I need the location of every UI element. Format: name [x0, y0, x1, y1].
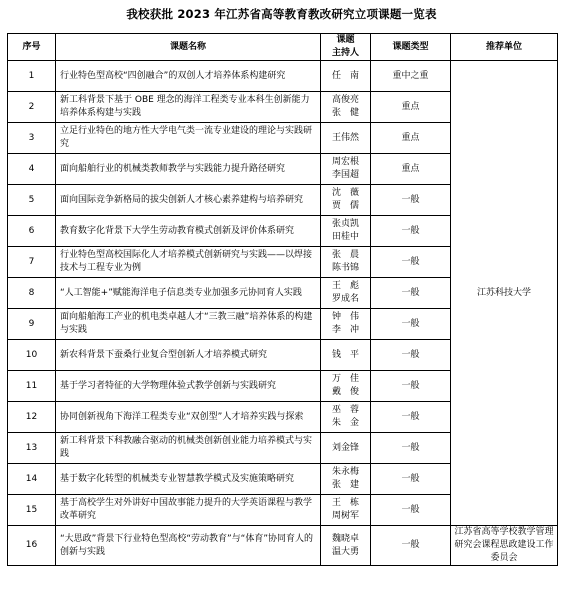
row-host: 王 彪 罗成名 [321, 278, 371, 309]
row-name: 新工科背景下基于 OBE 理念的海洋工程类专业本科生创新能力培养体系构建与实践 [56, 92, 321, 123]
row-name: “大思政”背景下行业特色型高校“劳动教育”与“体育”协同育人的创新与实践 [56, 526, 321, 566]
row-num: 10 [8, 340, 56, 371]
row-type: 一般 [371, 402, 451, 433]
row-type: 一般 [371, 185, 451, 216]
row-num: 16 [8, 526, 56, 566]
row-num: 15 [8, 495, 56, 526]
row-name: 面向船舶行业的机械类教师教学与实践能力提升路径研究 [56, 154, 321, 185]
row-num: 2 [8, 92, 56, 123]
row-host: 钱 平 [321, 340, 371, 371]
header-type: 课题类型 [371, 34, 451, 61]
row-host: 周宏根 李国超 [321, 154, 371, 185]
row-name: 基于数字化转型的机械类专业智慧教学模式及实施策略研究 [56, 464, 321, 495]
row-type: 重点 [371, 123, 451, 154]
row-host: 朱永梅 张 建 [321, 464, 371, 495]
row-type: 重点 [371, 154, 451, 185]
row-num: 8 [8, 278, 56, 309]
row-num: 14 [8, 464, 56, 495]
row-host: 王伟然 [321, 123, 371, 154]
row-host: 任 南 [321, 61, 371, 92]
row-type: 一般 [371, 247, 451, 278]
row-type: 一般 [371, 340, 451, 371]
row-name: 新农科背景下蚕桑行业复合型创新人才培养模式研究 [56, 340, 321, 371]
row-host: 钟 伟 李 冲 [321, 309, 371, 340]
row-name: 基于高校学生对外讲好中国故事能力提升的大学英语课程与教学改革研究 [56, 495, 321, 526]
header-name: 课题名称 [56, 34, 321, 61]
row-type: 一般 [371, 309, 451, 340]
row-num: 11 [8, 371, 56, 402]
recommending-unit: 江苏科技大学 [451, 61, 558, 526]
header-num: 序号 [8, 34, 56, 61]
row-type: 一般 [371, 495, 451, 526]
row-host: 刘金锋 [321, 433, 371, 464]
row-type: 一般 [371, 216, 451, 247]
row-num: 9 [8, 309, 56, 340]
recommending-unit-last: 江苏省高等学校教学管理研究会课程思政建设工作委员会 [451, 526, 558, 566]
row-host: 巫 蓉 朱 金 [321, 402, 371, 433]
table-row [8, 61, 558, 92]
row-num: 5 [8, 185, 56, 216]
row-num: 13 [8, 433, 56, 464]
page-title: 我校获批 2023 年江苏省高等教育教改研究立项课题一览表 [126, 7, 437, 21]
row-host: 万 佳 戴 俊 [321, 371, 371, 402]
row-type: 一般 [371, 433, 451, 464]
row-name: 教育数字化背景下大学生劳动教育模式创新及评价体系研究 [56, 216, 321, 247]
row-name: 立足行业特色的地方性大学电气类一流专业建设的理论与实践研究 [56, 123, 321, 154]
row-type: 一般 [371, 464, 451, 495]
row-type: 一般 [371, 278, 451, 309]
row-type: 一般 [371, 371, 451, 402]
table-row [8, 526, 558, 566]
project-table [7, 33, 558, 566]
table-header-row [8, 34, 558, 61]
row-type: 重点 [371, 92, 451, 123]
row-host: 高俊亮 张 健 [321, 92, 371, 123]
header-host: 课题 主持人 [321, 34, 371, 61]
row-num: 6 [8, 216, 56, 247]
row-type: 重中之重 [371, 61, 451, 92]
header-unit: 推荐单位 [451, 34, 558, 61]
row-num: 7 [8, 247, 56, 278]
row-host: 沈 薇 贾 儒 [321, 185, 371, 216]
row-name: 行业特色型高校“四创融合”的双创人才培养体系构建研究 [56, 61, 321, 92]
row-name: 面向船舶海工产业的机电类卓越人才“三教三融”培养体系的构建与实践 [56, 309, 321, 340]
row-host: 张贞凯 田桂中 [321, 216, 371, 247]
row-name: “人工智能+”赋能海洋电子信息类专业加强多元协同育人实践 [56, 278, 321, 309]
row-name: 新工科背景下科教融合驱动的机械类创新创业能力培养模式与实践 [56, 433, 321, 464]
row-num: 1 [8, 61, 56, 92]
row-host: 魏晓卓 温大勇 [321, 526, 371, 566]
row-name: 协同创新视角下海洋工程类专业“双创型”人才培养实践与探索 [56, 402, 321, 433]
row-name: 基于学习者特征的大学物理体验式教学创新与实践研究 [56, 371, 321, 402]
row-num: 3 [8, 123, 56, 154]
row-name: 面向国际竞争新格局的拔尖创新人才核心素养建构与培养研究 [56, 185, 321, 216]
row-type: 一般 [371, 526, 451, 566]
row-name: 行业特色型高校国际化人才培养模式创新研究与实践——以焊接技术与工程专业为例 [56, 247, 321, 278]
row-num: 12 [8, 402, 56, 433]
row-host: 张 晨 陈书锦 [321, 247, 371, 278]
row-host: 王 栋 周树军 [321, 495, 371, 526]
row-num: 4 [8, 154, 56, 185]
